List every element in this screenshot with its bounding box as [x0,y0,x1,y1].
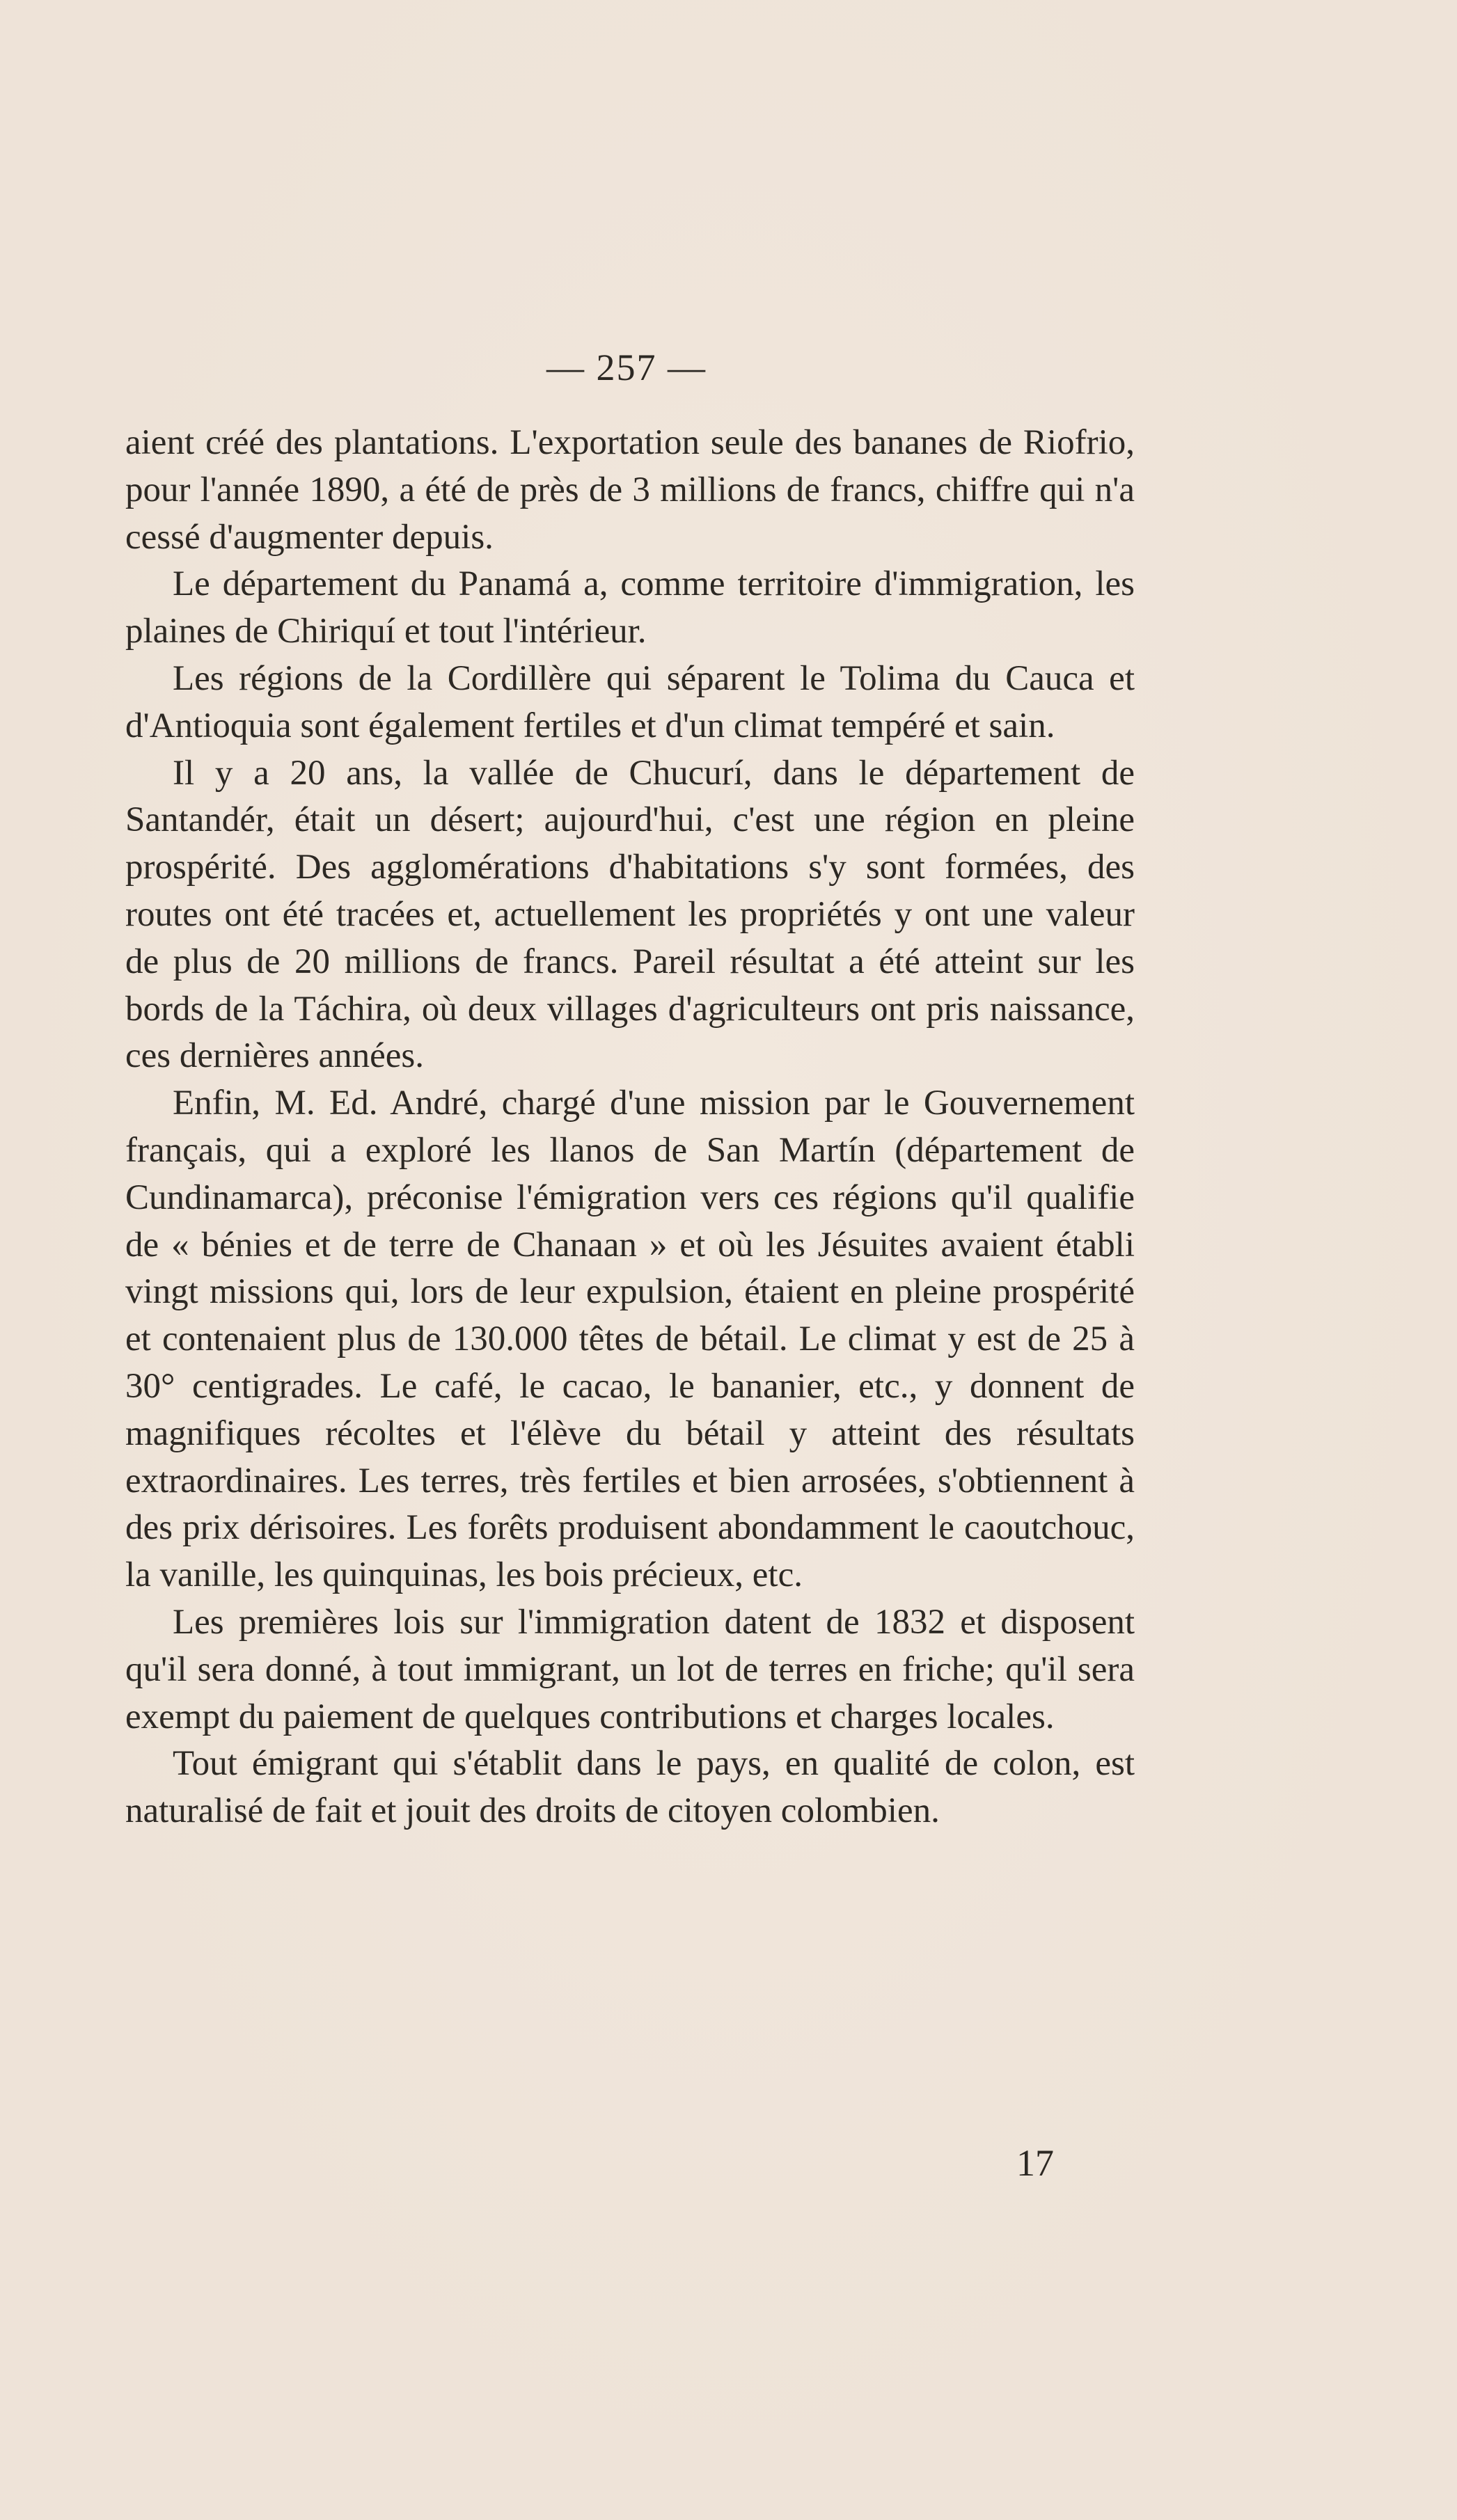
paragraph-1: aient créé des plantations. L'exportation seule des bananes de Riofrio, pour l'année 1890, a été de près de 3 millions de francs, chiffre qui n'a cessé d'augmenter depuis. [125,423,1135,557]
body-text [125,420,1135,1835]
paragraph-6: Les premières lois sur l'immigration datent de 1832 et disposent qu'il sera donné, à tout immigrant, un lot de terres en friche; qu'il sera exempt du paiement de quelques contributions et charges locales. [125,1602,1135,1736]
paragraph-2: Le département du Panamá a, comme territoire d'immigration, les plaines de Chiriquí et tout l'intérieur. [125,564,1135,651]
signature-mark: 17 [1016,2142,1054,2184]
page-number-header: — 257 — [546,347,707,388]
paragraph-3: Les régions de la Cordillère qui séparent le Tolima du Cauca et d'Antioquia sont également fertiles et d'un climat tempéré et sain. [125,658,1135,745]
paragraph-4: Il y a 20 ans, la vallée de Chucurí, dans le département de Santandér, était un désert; aujourd'hui, c'est une région en pleine prospérité. Des agglomérations d'habitations s'y sont formées, des routes ont été tracées et, actuellement les propriétés y ont une valeur de plus de 20 millions de francs. Pareil résultat a été atteint sur les bords de la Táchira, où deux villages d'agriculteurs ont pris naissance, ces dernières années. [125,753,1135,1076]
paragraph-7: Tout émigrant qui s'établit dans le pays, en qualité de colon, est naturalisé de fait et jouit des droits de citoyen colombien. [125,1744,1135,1831]
paragraph-5: Enfin, M. Ed. André, chargé d'une mission par le Gouvernement français, qui a exploré les llanos de San Martín (département de Cundinamarca), préconise l'émigration vers ces régions qu'il qualifie de « bénies et de terre de Chanaan » et où les Jésuites avaient établi vingt missions qui, lors de leur expulsion, étaient en pleine prospérité et contenaient plus de 130.000 têtes de bétail. Le climat y est de 25 à 30° centigrades. Le café, le cacao, le bananier, etc., y donnent de magnifiques récoltes et l'élève du bétail y atteint des résultats extraordinaires. Les terres, très fertiles et bien arrosées, s'obtiennent à des prix dérisoires. Les forêts produisent abondamment le caoutchouc, la vanille, les quinquinas, les bois précieux, etc. [125,1084,1135,1595]
